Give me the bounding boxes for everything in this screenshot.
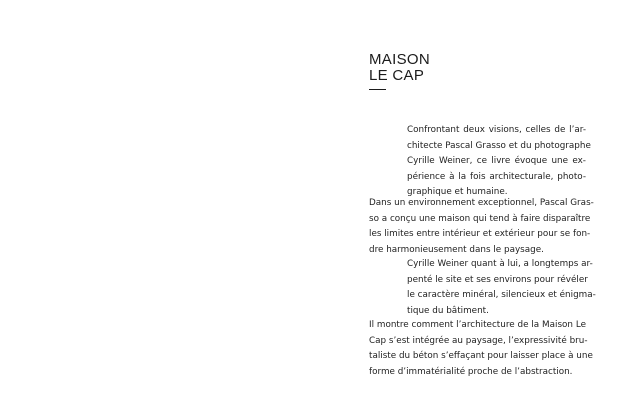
text-line: périence à la fois architecturale, photo- <box>407 171 586 182</box>
title-line-2: LE CAP <box>369 67 425 84</box>
intro-paragraph <box>407 123 591 201</box>
text-line: Il montre comment l’architecture de la Maison Le <box>369 320 586 330</box>
body-paragraph <box>369 318 593 380</box>
text-line: Cap s’est intégrée au paysage, l’expressivité bru- <box>369 335 588 346</box>
text-line: graphique et humaine. <box>407 187 508 197</box>
text-line: so a conçu une maison qui tend à faire disparaître <box>369 213 591 224</box>
title-line-1: MAISON <box>369 51 430 68</box>
body-paragraph <box>407 257 596 319</box>
page-title <box>369 52 430 84</box>
text-line: le caractère minéral, silencieux et énigma- <box>407 290 596 300</box>
text-line: forme d’immatérialité proche de l’abstraction. <box>369 366 573 377</box>
text-line: taliste du béton s’effaçant pour laisser place à une <box>369 351 593 361</box>
text-line: Cyrille Weiner quant à lui, a longtemps ar- <box>407 259 593 269</box>
text-line: tique du bâtiment. <box>407 305 489 316</box>
text-line: penté le site et ses environs pour révéler <box>407 274 588 285</box>
text-line: chitecte Pascal Grasso et du photographe <box>407 140 591 151</box>
text-line: Confrontant deux visions, celles de l’ar- <box>407 125 586 135</box>
text-line: Dans un environnement exceptionnel, Pascal Gras- <box>369 198 594 208</box>
text-line: Cyrille Weiner, ce livre évoque une ex- <box>407 156 586 166</box>
text-line: dre harmonieusement dans le paysage. <box>369 244 544 255</box>
body-paragraph <box>369 196 594 258</box>
title-underline-rule <box>369 89 386 90</box>
text-line: les limites entre intérieur et extérieur pour se fon- <box>369 229 591 239</box>
